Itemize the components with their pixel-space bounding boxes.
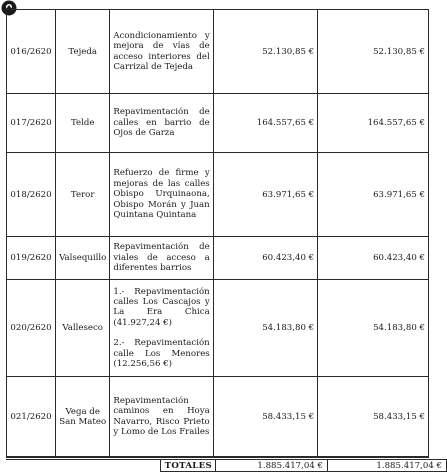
amount: 164.557,65 € [213, 94, 317, 153]
amount: 52.130,85 € [213, 10, 317, 94]
table-row [7, 377, 429, 457]
totals-spacer [6, 460, 161, 472]
amount-total: 63.971,65 € [318, 153, 429, 237]
municipality: Vega de San Mateo [56, 377, 110, 457]
municipality: Teror [56, 153, 110, 237]
project-description [110, 377, 213, 457]
table-row [7, 237, 429, 280]
amount: 54.183,80 € [213, 280, 317, 377]
totals-amount-total: 1.885.417,04 € [328, 460, 447, 472]
amount-total: 54.183,80 € [318, 280, 429, 377]
project-code: 020/2620 [7, 280, 56, 377]
table-row [7, 94, 429, 153]
table-row [7, 153, 429, 237]
municipality: Valsequillo [56, 237, 110, 280]
project-description [110, 94, 213, 153]
description-item: Repavimentación de calles en barrio de Ojos de Garza [113, 107, 210, 139]
description-item: Acondicionamiento y mejora de vías de acceso interiores del Carrizal de Tejeda [113, 30, 210, 72]
table-row [7, 280, 429, 377]
projects-table [6, 9, 429, 457]
totals-row [6, 459, 447, 472]
project-description [110, 153, 213, 237]
table-row [7, 10, 429, 94]
amount: 63.971,65 € [213, 153, 317, 237]
amount-total: 60.423,40 € [318, 237, 429, 280]
amount: 58.433,15 € [213, 377, 317, 457]
totals-amount: 1.885.417,04 € [216, 460, 328, 472]
amount-total: 58.433,15 € [318, 377, 429, 457]
municipality: Telde [56, 94, 110, 153]
project-description [110, 280, 213, 377]
description-item: 2.- Repavimentación calle Los Menores (12.256,56 €) [113, 338, 210, 370]
description-item: Refuerzo de firme y mejoras de las calles Obispo Urquinaona, Obispo Morán y Juan Quintana Quintana [113, 168, 210, 221]
project-code: 017/2620 [7, 94, 56, 153]
totals-divider [6, 457, 429, 458]
amount: 60.423,40 € [213, 237, 317, 280]
description-item: Repavimentación de viales de acceso a diferentes barrios [113, 242, 210, 274]
project-description [110, 10, 213, 94]
amount-total: 164.557,65 € [318, 94, 429, 153]
project-code: 021/2620 [7, 377, 56, 457]
amount-total: 52.130,85 € [318, 10, 429, 94]
municipality: Tejeda [56, 10, 110, 94]
project-code: 016/2620 [7, 10, 56, 94]
project-description [110, 237, 213, 280]
totals-label: TOTALES [161, 460, 216, 472]
municipality: Valleseco [56, 280, 110, 377]
description-item: Repavimentación caminos en Hoya Navarro, Risco Prieto y Lomo de Los Frailes [113, 395, 210, 437]
project-code: 018/2620 [7, 153, 56, 237]
project-code: 019/2620 [7, 237, 56, 280]
description-item: 1.- Repavimentación calles Los Cascajos y La Era Chica (41.927,24 €) [113, 286, 210, 328]
